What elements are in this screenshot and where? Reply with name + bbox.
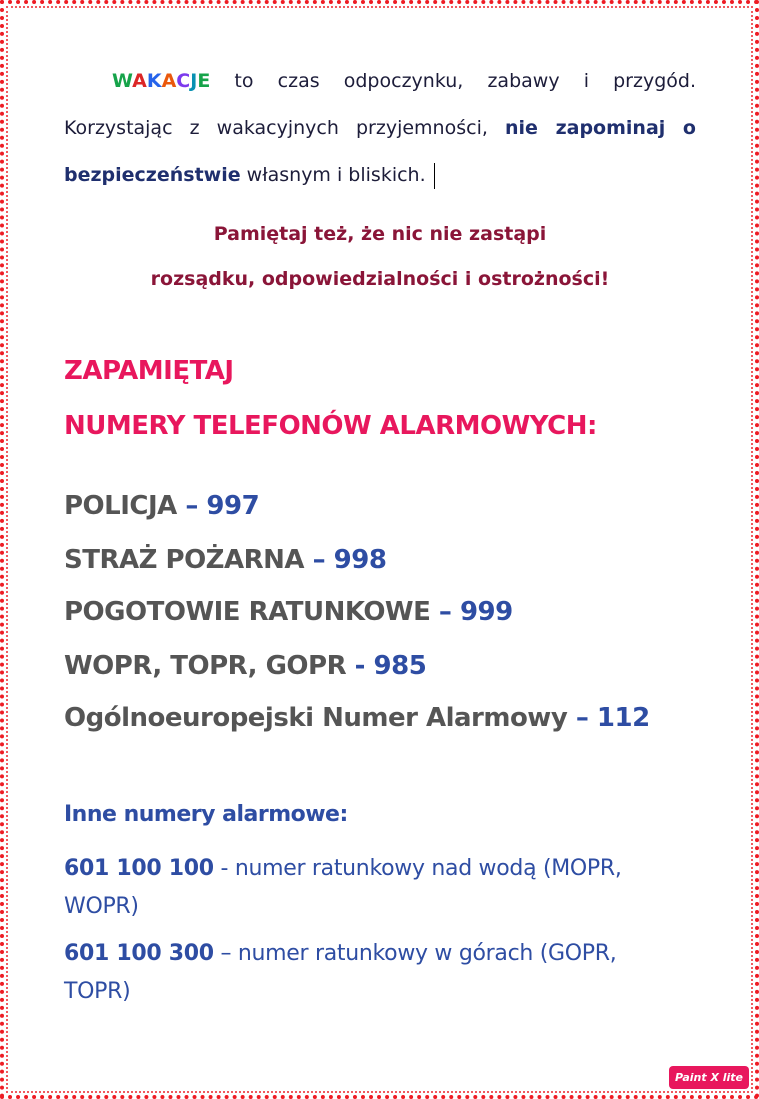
service-name: STRAŻ POŻARNA xyxy=(64,545,305,575)
other-number-desc: – numer ratunkowy w górach (GOPR, TOPR) xyxy=(64,941,617,1004)
phone-number: 998 xyxy=(333,545,387,575)
intro-text-1: to czas odpoczynku, zabawy i przygód. Korzystając z wakacyjnych przyjemności, xyxy=(64,70,696,139)
separator: – xyxy=(430,597,460,627)
service-name: POLICJA xyxy=(64,491,177,521)
other-phone-number: 601 100 300 xyxy=(64,941,214,966)
wakacje-word: WAKACJE xyxy=(112,70,211,92)
service-name: Ogólnoeuropejski Numer Alarmowy xyxy=(64,703,568,733)
number-row xyxy=(64,702,650,734)
separator: – xyxy=(567,703,597,733)
phone-number: 997 xyxy=(206,491,260,521)
other-number-desc: - numer ratunkowy nad wodą (MOPR, WOPR) xyxy=(64,856,622,919)
number-row xyxy=(64,596,513,628)
heading-line-1: ZAPAMIĘTAJ xyxy=(64,356,234,386)
intro-paragraph xyxy=(64,58,696,199)
watermark-badge: Paint X lite xyxy=(669,1066,749,1089)
number-row xyxy=(64,490,259,522)
other-number-item xyxy=(64,850,664,926)
remember-line-2: rozsądku, odpowiedzialności i ostrożności! xyxy=(150,268,610,290)
other-numbers-heading: Inne numery alarmowe: xyxy=(64,802,348,827)
separator: – xyxy=(176,491,207,521)
separator: – xyxy=(304,545,334,575)
text-cursor xyxy=(434,163,435,189)
intro-text-2: własnym i bliskich. xyxy=(240,164,426,186)
remember-note xyxy=(64,212,696,302)
phone-number: 112 xyxy=(596,703,650,733)
number-row xyxy=(64,544,386,576)
service-name: WOPR, TOPR, GOPR xyxy=(64,651,347,681)
service-name: POGOTOWIE RATUNKOWE xyxy=(64,597,431,627)
phone-number: 985 xyxy=(373,651,427,681)
remember-line-1: Pamiętaj też, że nic nie zastąpi xyxy=(213,223,547,245)
separator: - xyxy=(346,651,374,681)
heading-line-2: NUMERY TELEFONÓW ALARMOWYCH: xyxy=(64,411,597,441)
number-row xyxy=(64,650,426,682)
other-phone-number: 601 100 100 xyxy=(64,856,214,881)
intro-bold-text: nie zapominaj o bezpieczeństwie xyxy=(64,117,696,186)
phone-number: 999 xyxy=(459,597,513,627)
other-number-item xyxy=(64,935,664,1011)
